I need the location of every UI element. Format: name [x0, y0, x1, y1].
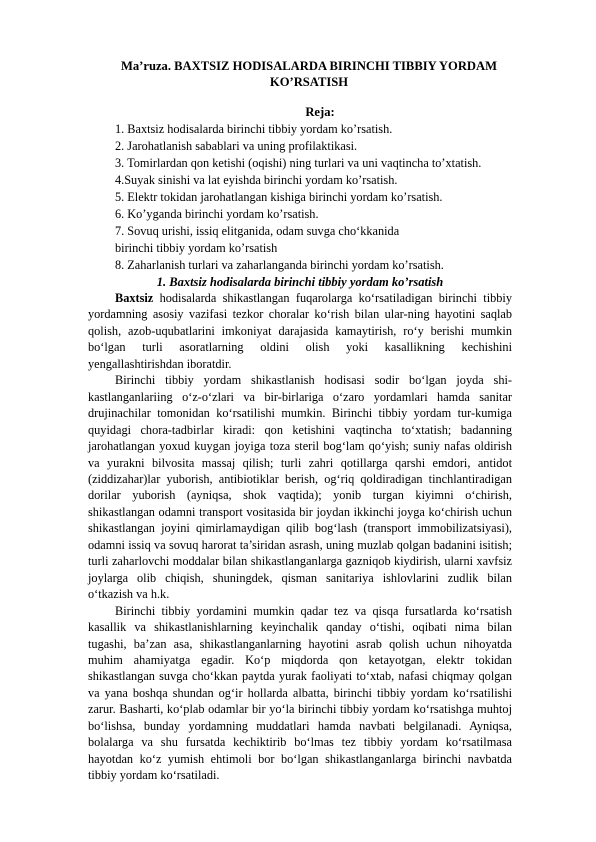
body-paragraph-1 [88, 290, 512, 372]
plan-item: 4.Suyak sinishi va lat eyishda birinchi yordam ko’rsatish. [115, 173, 398, 187]
plan-item: 2. Jarohatlanish sabablari va uning profilaktikasi. [115, 139, 358, 153]
paragraph-lead-word: Baxtsiz [115, 291, 154, 305]
plan-item: 5. Elektr tokidan jarohatlangan kishiga birinchi yordam ko’rsatish. [115, 190, 443, 204]
plan-item: 1. Baxtsiz hodisalarda birinchi tibbiy yordam ko’rsatish. [115, 122, 393, 136]
lecture-title: Ma’ruza. BAXTSIZ HODISALARDA BIRINCHI TIBBIY YORDAM KO’RSATISH [121, 59, 497, 89]
plan-item: 7. Sovuq urishi, issiq elitganida, odam suvga cho‘kkanida [115, 224, 400, 238]
plan-item: birinchi tibbiy yordam ko’rsatish [115, 241, 278, 255]
plan-item: 3. Tomirlardan qon ketishi (oqishi) ning turlari va uni vaqtincha to’xtatish. [115, 156, 482, 170]
plan-heading: Reja: [305, 105, 335, 119]
plan-item: 6. Ko’yganda birinchi yordam ko’rsatish. [115, 207, 319, 221]
section-heading: 1. Baxtsiz hodisalarda birinchi tibbiy yordam ko’rsatish [156, 275, 444, 289]
body-paragraph-3: Birinchi tibbiy yordamini mumkin qadar tez va qisqa fursatlarda ko‘rsatish kasallik va shikastlanishlarning keyinchalik qanday o‘tishi, oqibati nima bilan tugashi, ba’zan asa, shikastlanganlarning hayotini asrab qolish uchun nihoyatda muhim ahamiyatga egadir. Ko‘p miqdorda qon ketayotgan, elektr tokidan shikastlangan suvga cho‘kkan paytda yurak faoliyati to‘xtab, nafasi chiqmay qolgan va yana boshqa shundan og‘ir hollarda albatta, birinchi tibbiy yordam ko‘rsatilishi zarur. Basharti, ko‘plab odamlar bir yo‘la birinchi tibbiy yordam ko‘rsatishga muhtoj bo‘lishsa, bunday yordamning muddatlari hamda navbati belgilanadi. Ayniqsa, bolalarga va shu fursatda kechiktirib bo‘lmas tez tibbiy yordam ko‘rsatilmasa hayotdan ko‘z yumish ehtimoli bor bo‘lgan shikastlanganlarga birinchi navbatda tibbiy yordam ko‘rsatiladi. [88, 603, 512, 783]
paragraph-text: hodisalarda shikastlangan fuqarolarga ko‘rsatiladigan birinchi tibbiy yordamning asosiy vazifasi tezkor choralar ko‘rish bilan ular-ning hayotini saqlab qolish, azob-uqubatlarini imkoniyat darajasida kamaytirish, ro‘y berishi mumkin bo‘lgan turli asoratlarning oldini olish yoki kasallikning kechishini yengallashtirishdan iboratdir. [88, 291, 512, 371]
plan-item: 8. Zaharlanish turlari va zaharlanganda birinchi yordam ko’rsatish. [115, 258, 444, 272]
body-paragraph-2: Birinchi tibbiy yordam shikastlanish hodisasi sodir bo‘lgan joyda shi-kastlanganlariing o‘z-o‘zlari va bir-birlariga o‘zaro yordamlari hamda sanitar drujinachilar tomonidan ko‘rsatilishi mumkin. Birinchi tibbiy yordam tur-kumiga quyidagi chora-tadbirlar kiradi: qon ketishini vaqtincha to‘xtatish; badanning jarohatlangan yoxud kuygan joyiga toza steril bog‘lam qo‘yish; suniy nafas oldirish va yurakni bilvosita massaj qilish; turli zahri qotillarga qarshi emdori, antidot (ziddizahar)lar yuborish, antibiotiklar berish, og‘riq qoldiradigan tinchlantiradigan dorilar yuborish (ayniqsa, shok vaqtida); yonib turgan kiyimni o‘chirish, shikastlangan odamni transport vositasida bir joydan ikkinchi joyga ko‘chirish uchun shikastlangan joyini qimirlamaydigan qilib bog‘lash (transport immobilizatsiyasi), odamni issiq va sovuq harorat ta’siridan asrash, uning muzlab qolgan badanini isitish; turli zaharlovchi moddalar bilan shikastlanganlarga gazniqob kiydirish, ularni xavfsiz joylarga olib chiqish, shuningdek, qisman sanitariya ishlovlarini zudlik bilan o‘tkazish va h.k. [88, 373, 512, 602]
document-page [88, 58, 512, 784]
plan-list [88, 121, 512, 274]
